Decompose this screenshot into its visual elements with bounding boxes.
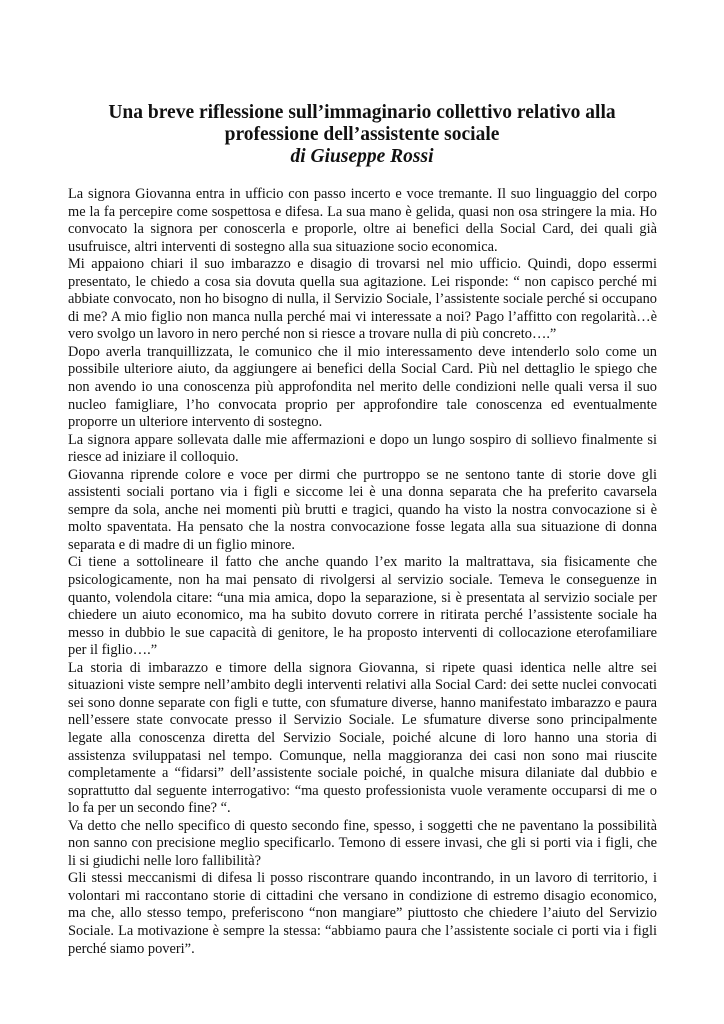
paragraph-7: La storia di imbarazzo e timore della signora Giovanna, si ripete quasi identica nelle altre sei situazioni viste sempre nell’ambito degli interventi relativi alla Social Card: dei sette nuclei convocati sei sono donne separate con figli e tutte, con sfumature diverse, hanno manifestato imbarazzo e paura nell’essere state convocate presso il Servizio Sociale. Le sfumature diverse sono principalmente legate alla conoscenza diretta del Servizio Sociale, poiché alcune di loro hanno una storia di assistenza sviluppatasi nel tempo. Comunque, nella maggioranza dei casi non sono mai riuscite completamente a “fidarsi” dell’assistente sociale poiché, in qualche misura dilaniate dal dubbio e soprattutto dal seguente interrogativo: “ma questo professionista vuole veramente occuparsi di me o lo fa per un secondo fine? “.: [68, 659, 657, 817]
document-body: [68, 186, 657, 958]
paragraph-2: Mi appaiono chiari il suo imbarazzo e disagio di trovarsi nel mio ufficio. Quindi, dopo essermi presentato, le chiedo a cosa sia dovuta quella sua agitazione. Lei risponde: “ non capisco perché mi abbiate convocato, non ho bisogno di nulla, il Servizio Sociale, l’assistente sociale perché si occupano di me? A mio figlio non manca nulla perché mai vi interessate a noi? Pago l’affitto con regolarità…è vero svolgo un lavoro in nero perché non si riesce a trovare nulla di più concreto….”: [68, 256, 657, 343]
paragraph-4: La signora appare sollevata dalle mie affermazioni e dopo un lungo sospiro di sollievo finalmente si riesce ad iniziare il colloquio.: [68, 431, 657, 466]
paragraph-8: Va detto che nello specifico di questo secondo fine, spesso, i soggetti che ne paventano la possibilità non sanno con precisione meglio specificarlo. Temono di essere invasi, che gli si porti via i figli, che li si giudichi nelle loro fallibilità?: [68, 817, 657, 869]
paragraph-1: La signora Giovanna entra in ufficio con passo incerto e voce tremante. Il suo linguaggio del corpo me la fa percepire come sospettosa e difesa. La sua mano è gelida, quasi non osa stringere la mia. Ho convocato la signora per conoscerla e proporle, oltre ai benefici della Social Card, dei quali già usufruisce, altri interventi di sostegno alla sua situazione socio economica.: [68, 186, 657, 255]
author-byline: di Giuseppe Rossi: [290, 146, 434, 167]
title-line-1: Una breve riflessione sull’immaginario collettivo relativo alla: [108, 102, 616, 123]
paragraph-5: Giovanna riprende colore e voce per dirmi che purtroppo se ne sentono tante di storie dove gli assistenti sociali portano via i figli e siccome lei è una donna separata che ha preferito cavarsela sempre da sola, anche nei momenti più brutti e tragici, quando ha visto la nostra convocazione si è molto spaventata. Ha pensato che la nostra convocazione fosse legata alla sua situazione di donna separata e di madre di un figlio minore.: [68, 466, 657, 553]
paragraph-6: Ci tiene a sottolineare il fatto che anche quando l’ex marito la maltrattava, sia fisicamente che psicologicamente, non ha mai pensato di rivolgersi al servizio sociale. Temeva le conseguenze in quanto, volendola citare: “una mia amica, dopo la separazione, si è presentata al servizio sociale per chiedere un aiuto economico, ma ha subito dovuto correre in ritirata perché l’assistente sociale ha messo in dubbio le sue capacità di genitore, le ha proposto interventi di collocazione eterofamiliare per il figlio….”: [68, 554, 657, 659]
document-title: [70, 102, 654, 168]
title-line-2: professione dell’assistente sociale: [224, 124, 500, 145]
paragraph-3: Dopo averla tranquillizzata, le comunico che il mio interessamento deve intenderlo solo come un possibile ulteriore aiuto, da aggiungere ai benefici della Social Card. Più nel dettaglio le spiego che non avendo io una conoscenza più approfondita nel merito delle condizioni nelle quali versa il suo nucleo famigliare, l’ho convocata proprio per approfondire tale conoscenza ed eventualmente proporre un ulteriore intervento di sostegno.: [68, 343, 657, 431]
paragraph-9: Gli stessi meccanismi di difesa li posso riscontrare quando incontrando, in un lavoro di territorio, i volontari mi raccontano storie di cittadini che versano in condizione di estremo disagio economico, ma che, allo stesso tempo, preferiscono “non mangiare” piuttosto che chiedere l’aiuto del Servizio Sociale. La motivazione è sempre la stessa: “abbiamo paura che l’assistente sociale ci porti via i figli perché siamo poveri”.: [68, 870, 657, 957]
